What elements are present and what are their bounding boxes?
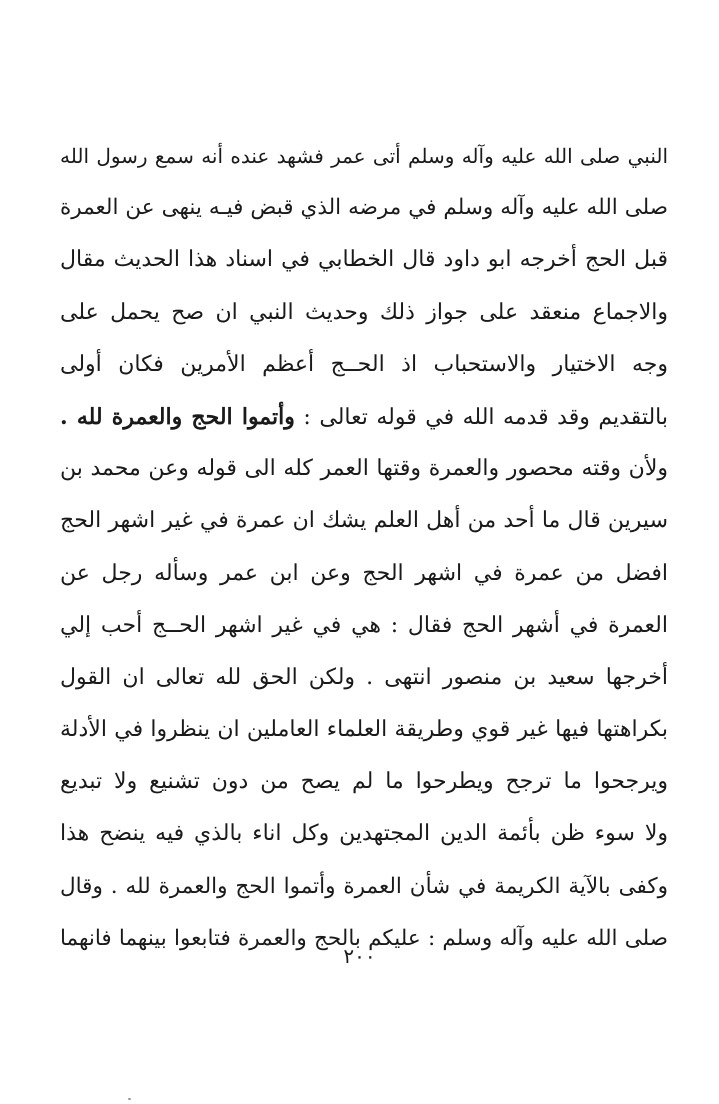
text-line: والاجماع منعقد على جواز ذلك وحديث النبي ان صح يحمل على: [60, 299, 668, 325]
text-line: صلى الله عليه وآله وسلم في مرضه الذي قبض فيـه ينهى عن العمرة: [60, 195, 668, 221]
text-line: بكراهتها فيها غير قوي وطريقة العلماء العاملين ان ينظروا في الأدلة: [60, 717, 668, 743]
text-line-quran-verse: [60, 391, 668, 443]
text-line: وكفى بالآية الكريمة في شأن العمرة وأتموا الحج والعمرة لله . وقال: [60, 873, 668, 899]
text-line: ويرجحوا ما ترجح ويطرحوا ما لم يصح من دون تشنيع ولا تبديع: [60, 769, 668, 795]
text-line: أخرجها سعيد بن منصور انتهى . ولكن الحق لله تعالى ان القول: [60, 664, 668, 690]
text-line: افضل من عمرة في اشهر الحج وعن ابن عمر وسأله رجل عن: [60, 560, 668, 586]
text-line: النبي صلى الله عليه وآله وسلم أتى عمر فشهد عنده أنه سمع رسول الله: [60, 144, 668, 168]
page-number: ٢٠٠: [343, 944, 376, 968]
text-line: سيرين قال ما أحد من أهل العلم يشك ان عمرة في غير اشهر الحج: [60, 508, 668, 534]
text-line: ولأن وقته محصور والعمرة وقتها العمر كله الى قوله وعن محمد بن: [60, 456, 668, 482]
text-line: صلى الله عليه وآله وسلم : عليكم بالحج والعمرة فتابعوا بينهما فانهما: [60, 925, 668, 951]
text-line-plain: بالتقديم وقد قدمه الله في قوله تعالى :: [303, 404, 668, 430]
text-line: ولا سوء ظن بأئمة الدين المجتهدين وكل اناء بالذي فيه ينضح هذا: [60, 821, 668, 847]
quran-verse: وأتموا الحج والعمرة لله .: [60, 403, 295, 430]
text-line: قبل الحج أخرجه ابو داود قال الخطابي في اسناد هذا الحديث مقال: [60, 247, 668, 273]
body-text: [60, 130, 668, 965]
scan-speck: [128, 1098, 131, 1100]
text-line: العمرة في أشهر الحج فقال : هي في غير اشهر الحــج أحب إلي: [60, 612, 668, 638]
text-line: وجه الاختيار والاستحباب اذ الحــج أعظم الأمرين فكان أولى: [60, 351, 668, 377]
